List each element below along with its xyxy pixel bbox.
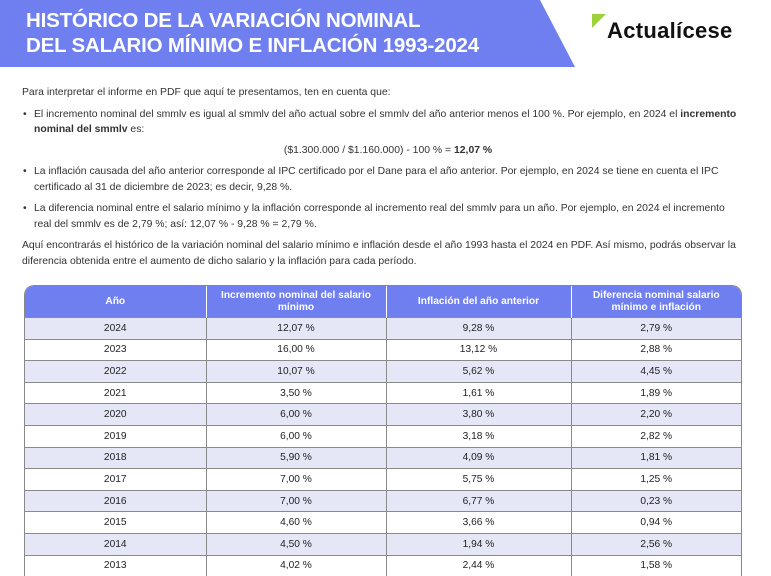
cell-year: 2018	[25, 447, 206, 469]
cell-year: 2024	[25, 318, 206, 340]
cell-nominal-increase: 7,00 %	[206, 490, 386, 512]
note3-text: La diferencia nominal entre el salario mínimo y la inflación corresponde al incremento real del smmlv para un año. Por ejemplo, en 2024 el incremento real del smmlv es de 2,79 %; así: 12,07 % - 9,28 % = 2,79 %.	[34, 203, 725, 230]
cell-prior-inflation: 1,61 %	[386, 382, 571, 404]
intro-closing: Aquí encontrarás el histórico de la variación nominal del salario mínimo e inflación desde el año 1993 hasta el 2024 en PDF. Así mismo, podrás observar la diferencia obtenida entre el aumento de dicho salario y la inflación para cada período.	[22, 238, 742, 269]
cell-year: 2019	[25, 425, 206, 447]
note1-text: El incremento nominal del smmlv es igual al smmlv del año actual sobre el smmlv del año anterior menos el 100 %. Por ejemplo, en 2024 el	[34, 109, 680, 120]
page-title-line2: DEL SALARIO MÍNIMO E INFLACIÓN 1993-2024	[26, 34, 479, 57]
table-row	[25, 382, 741, 404]
header-nominal-increase: Incremento nominal del salario mínimo	[206, 286, 386, 318]
note1-bold: incremento nominal del smmlv	[34, 109, 736, 136]
cell-year: 2021	[25, 382, 206, 404]
table-row	[25, 533, 741, 555]
header-year: Año	[25, 286, 206, 318]
cell-nominal-increase: 16,00 %	[206, 339, 386, 361]
page-title	[26, 8, 479, 58]
note1-end: es:	[128, 124, 145, 135]
note-difference	[22, 201, 742, 232]
cell-prior-inflation: 2,44 %	[386, 555, 571, 576]
page-title-line1: HISTÓRICO DE LA VARIACIÓN NOMINAL	[26, 9, 420, 32]
cell-nominal-increase: 6,00 %	[206, 425, 386, 447]
cell-prior-inflation: 3,66 %	[386, 512, 571, 534]
cell-year: 2020	[25, 404, 206, 426]
note2-text: La inflación causada del año anterior corresponde al IPC certificado por el Dane para el año anterior. Por ejemplo, en 2024 se tiene en cuenta el IPC certificado al 31 de diciembre de 2023; es decir, 9,28 %.	[34, 166, 718, 193]
cell-prior-inflation: 1,94 %	[386, 533, 571, 555]
cell-year: 2013	[25, 555, 206, 576]
cell-difference: 0,23 %	[571, 490, 741, 512]
table-row	[25, 404, 741, 426]
cell-nominal-increase: 4,02 %	[206, 555, 386, 576]
cell-difference: 2,82 %	[571, 425, 741, 447]
cell-prior-inflation: 6,77 %	[386, 490, 571, 512]
table-row	[25, 447, 741, 469]
table-header-row	[25, 286, 741, 318]
notes-list	[22, 107, 742, 233]
table-row	[25, 512, 741, 534]
table-row	[25, 318, 741, 340]
cell-year: 2016	[25, 490, 206, 512]
cell-difference: 2,56 %	[571, 533, 741, 555]
cell-prior-inflation: 9,28 %	[386, 318, 571, 340]
cell-prior-inflation: 3,18 %	[386, 425, 571, 447]
cell-difference: 2,79 %	[571, 318, 741, 340]
note-inflation	[22, 164, 742, 195]
cell-year: 2014	[25, 533, 206, 555]
cell-prior-inflation: 5,75 %	[386, 469, 571, 491]
cell-nominal-increase: 4,50 %	[206, 533, 386, 555]
cell-difference: 1,58 %	[571, 555, 741, 576]
cell-nominal-increase: 6,00 %	[206, 404, 386, 426]
cell-nominal-increase: 4,60 %	[206, 512, 386, 534]
cell-year: 2023	[25, 339, 206, 361]
cell-nominal-increase: 7,00 %	[206, 469, 386, 491]
table-row	[25, 425, 741, 447]
table-body	[25, 318, 741, 576]
cell-difference: 1,81 %	[571, 447, 741, 469]
cell-nominal-increase: 12,07 %	[206, 318, 386, 340]
cell-year: 2022	[25, 361, 206, 383]
cell-difference: 1,89 %	[571, 382, 741, 404]
table-row	[25, 361, 741, 383]
cell-prior-inflation: 13,12 %	[386, 339, 571, 361]
cell-difference: 4,45 %	[571, 361, 741, 383]
cell-year: 2015	[25, 512, 206, 534]
formula-result: 12,07 %	[454, 145, 492, 156]
intro-lead: Para interpretar el informe en PDF que aquí te presentamos, ten en cuenta que:	[22, 85, 742, 101]
formula-example	[34, 143, 742, 159]
cell-difference: 2,20 %	[571, 404, 741, 426]
intro-section	[22, 85, 742, 269]
history-table	[25, 286, 741, 576]
cell-year: 2017	[25, 469, 206, 491]
history-table-container	[24, 285, 742, 576]
table-row	[25, 490, 741, 512]
note-nominal-increase	[22, 107, 742, 159]
logo-text: Actualícese	[607, 18, 733, 44]
table-row	[25, 469, 741, 491]
cell-nominal-increase: 10,07 %	[206, 361, 386, 383]
table-row	[25, 339, 741, 361]
cell-nominal-increase: 3,50 %	[206, 382, 386, 404]
cell-prior-inflation: 3,80 %	[386, 404, 571, 426]
header-difference: Diferencia nominal salario mínimo e inflación	[571, 286, 741, 318]
actualicese-logo	[590, 12, 760, 52]
cell-prior-inflation: 4,09 %	[386, 447, 571, 469]
table-row	[25, 555, 741, 576]
cell-difference: 1,25 %	[571, 469, 741, 491]
cell-difference: 2,88 %	[571, 339, 741, 361]
formula-text: ($1.300.000 / $1.160.000) - 100 % =	[284, 145, 454, 156]
header-prior-inflation: Inflación del año anterior	[386, 286, 571, 318]
cell-prior-inflation: 5,62 %	[386, 361, 571, 383]
cell-nominal-increase: 5,90 %	[206, 447, 386, 469]
cell-difference: 0,94 %	[571, 512, 741, 534]
